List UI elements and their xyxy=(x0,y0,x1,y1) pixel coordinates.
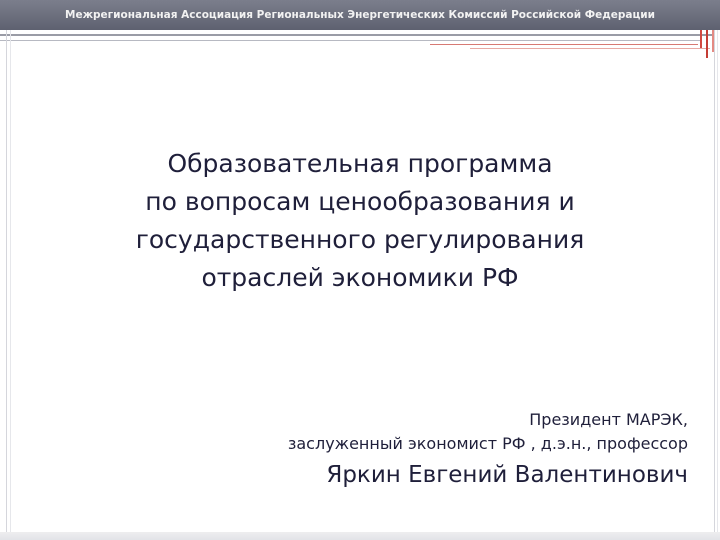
slide-title-line: Образовательная программа xyxy=(167,149,553,178)
decorative-edge-line xyxy=(10,30,11,540)
decorative-edge-line xyxy=(714,30,715,540)
author-block xyxy=(128,408,688,490)
decorative-accent xyxy=(700,30,702,48)
slide-title xyxy=(60,145,660,297)
slide-title-line: отраслей экономики РФ xyxy=(201,263,519,292)
decorative-edge-line xyxy=(6,30,7,540)
slide-title-line: государственного регулирования xyxy=(135,225,585,254)
decorative-stripe xyxy=(470,48,710,49)
slide-title-line: по вопросам ценообразования и xyxy=(145,187,575,216)
decorative-stripe xyxy=(430,44,698,45)
author-name: Яркин Евгений Валентинович xyxy=(326,462,688,488)
author-credentials: заслуженный экономист РФ , д.э.н., профессор xyxy=(287,434,688,453)
organization-title: Межрегиональная Ассоциация Региональных Энергетических Комиссий Российской Федерации xyxy=(65,9,655,21)
decorative-edge-line xyxy=(717,30,718,540)
bottom-edge xyxy=(0,532,720,540)
decorative-stripe xyxy=(0,34,712,36)
decorative-stripe xyxy=(0,40,700,41)
decorative-accent xyxy=(706,30,708,58)
author-position: Президент МАРЭК, xyxy=(529,410,688,429)
